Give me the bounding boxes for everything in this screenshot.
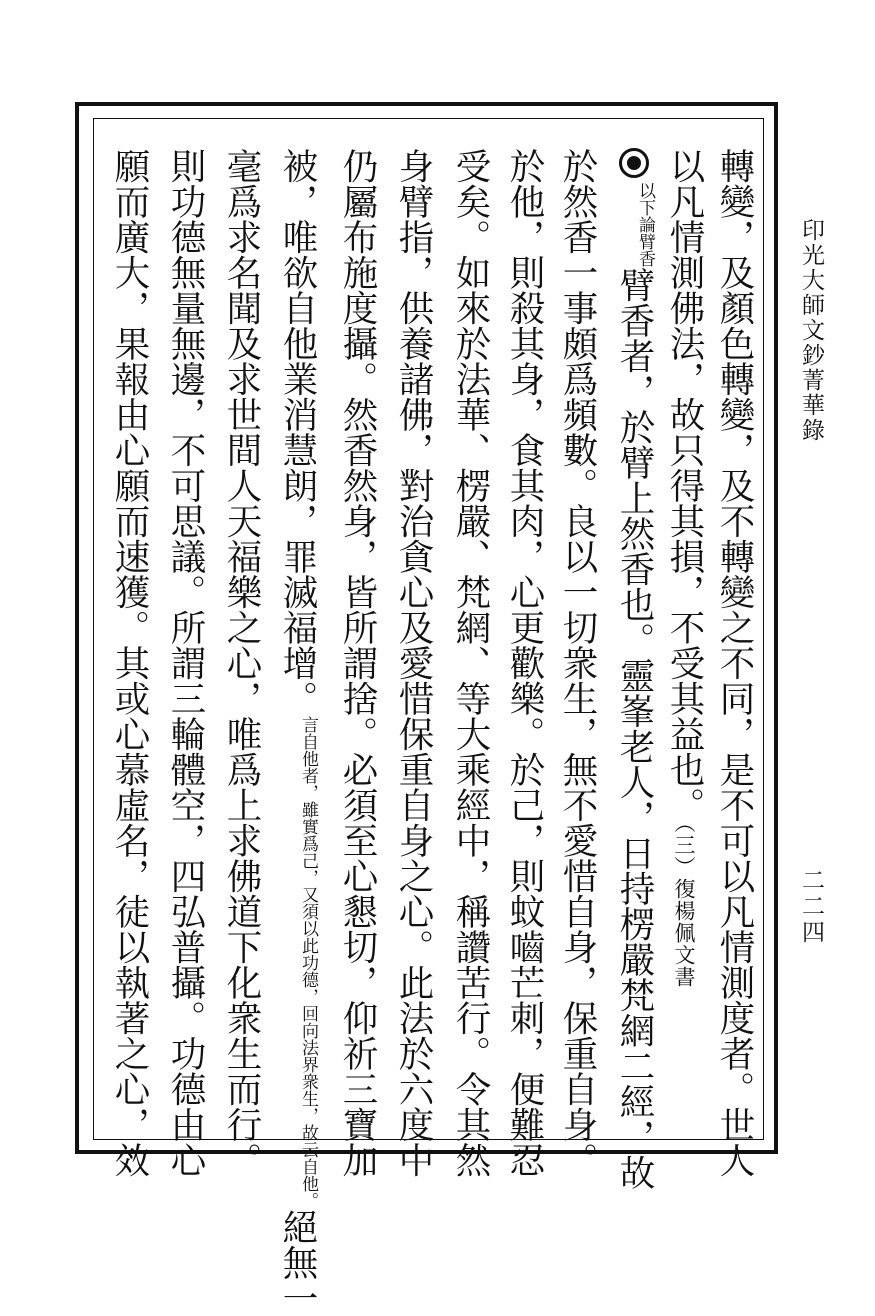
text-column-9 xyxy=(276,148,318,1316)
text-column-5: 於他，則殺其身，食其肉，心更歡樂。於己，則蚊嚙芒刺，便難忍 xyxy=(504,148,545,1178)
text-column-1: 轉變，及顏色轉變，及不轉變之不同，是不可以凡情測度者。世人 xyxy=(714,148,755,1178)
text-column-8: 仍屬布施度攝。然香然身，皆所謂捨。必須至心懇切，仰祈三寶加 xyxy=(337,148,378,1178)
text-column-3 xyxy=(613,148,655,1190)
section-bullet-icon xyxy=(619,148,649,178)
note-line: 臂香 xyxy=(635,233,655,267)
text-column-11: 則功德無量無邊，不可思議。所謂三輪體空，四弘普攝。功德由心 xyxy=(165,148,206,1178)
text-column-2 xyxy=(663,148,705,988)
text-column-6: 受矣。如來於法華、楞嚴、梵網、等大乘經中，稱讚苦行。令其然 xyxy=(450,148,491,1178)
column-text: 以凡情測佛法，故只得其損，不受其益也。 xyxy=(664,148,705,823)
section-note xyxy=(634,182,655,267)
column-text: 絕無一 xyxy=(277,1209,318,1316)
text-column-4: 於然香一事頗爲頻數。良以一切衆生，無不愛惜自身，保重自身。 xyxy=(557,148,598,1178)
note-line: 言自他者，雖實爲己，又須以此功 xyxy=(298,716,318,971)
page-number: 二二四 xyxy=(798,868,824,946)
note-line: 德，回向法界衆生，故云自他。 xyxy=(298,971,318,1209)
column-text: 被，唯欲自他業消慧朗，罪滅福增。 xyxy=(277,148,318,716)
text-column-10: 毫爲求名聞及求世間人天福樂之心，唯爲上求佛道下化衆生而行。 xyxy=(221,148,262,1178)
running-header-title: 印光大師文鈔菁華錄 xyxy=(798,218,824,443)
note-line: 以下論 xyxy=(635,182,655,233)
text-column-7: 身臂指，供養諸佛，對治貪心及愛惜保重自身之心。此法於六度中 xyxy=(393,148,434,1178)
text-column-12: 願而廣大，果報由心願而速獲。其或心慕虛名，徒以執著之心，效 xyxy=(109,148,150,1178)
inline-note xyxy=(297,716,318,1209)
letter-reference: （三）復楊佩文書 xyxy=(672,822,696,988)
column-text: 臂香者，於臂上然香也。靈峯老人，日持楞嚴梵網二經，故 xyxy=(614,267,655,1190)
